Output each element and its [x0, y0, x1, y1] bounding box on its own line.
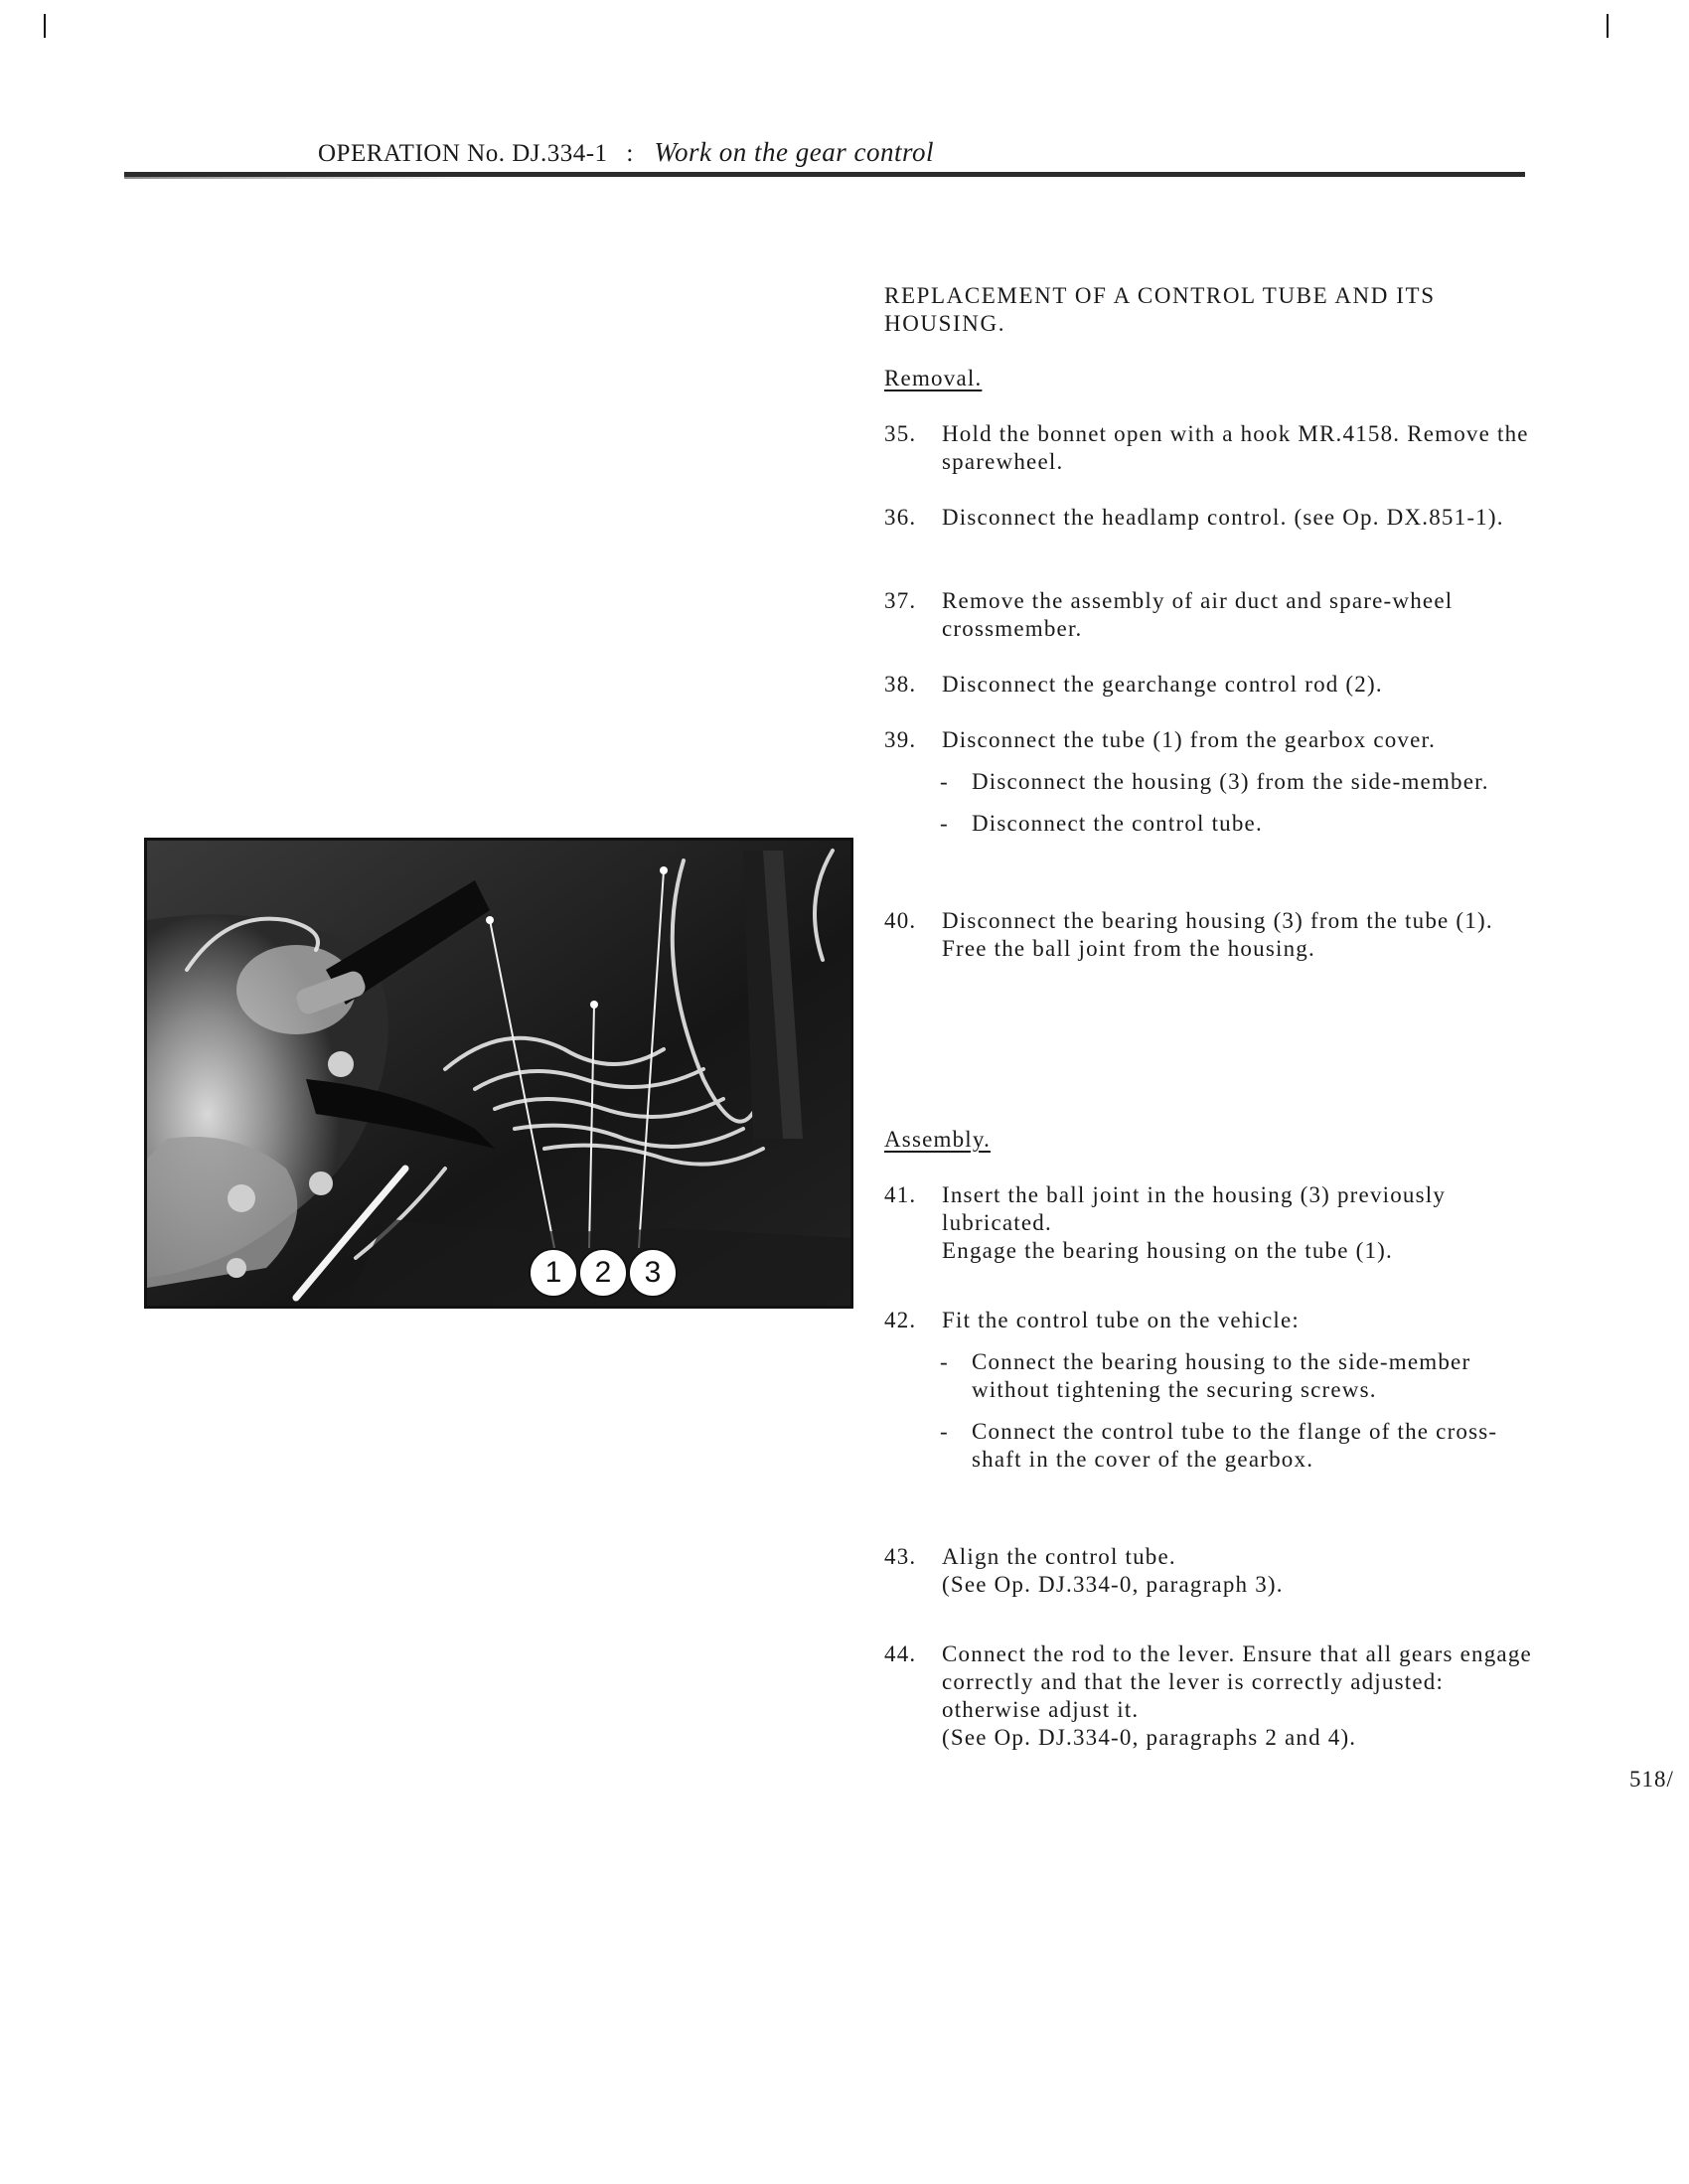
- callout-label: 2: [594, 1256, 612, 1289]
- sub-step-text: Disconnect the control tube.: [972, 811, 1263, 836]
- sub-step: [940, 768, 1540, 796]
- assembly-heading: Assembly.: [884, 1127, 992, 1152]
- step-number: 41.: [884, 1182, 917, 1207]
- step-39: [884, 726, 1540, 838]
- step-text: Disconnect the headlamp control. (see Op. DX.851-1).: [942, 505, 1504, 530]
- step-text: Connect the rod to the lever. Ensure that all gears engage correctly and that the lever is correctly adjusted: otherwise adjust it.: [942, 1641, 1532, 1722]
- step-text-extra: (See Op. DJ.334-0, paragraph 3).: [942, 1572, 1284, 1597]
- step-text-extra: Free the ball joint from the housing.: [942, 936, 1315, 961]
- callout-3: [628, 1248, 678, 1298]
- step-body: [942, 1640, 1540, 1752]
- step-text-extra: (See Op. DJ.334-0, paragraphs 2 and 4).: [942, 1725, 1357, 1750]
- step-number: 44.: [884, 1641, 917, 1666]
- step-36: [884, 504, 1540, 532]
- header-subtitle: Work on the gear control: [654, 137, 934, 167]
- step-text: Disconnect the gearchange control rod (2).: [942, 672, 1383, 697]
- step-text: Align the control tube.: [942, 1544, 1176, 1569]
- step-42: [884, 1307, 1540, 1474]
- step-number: 40.: [884, 908, 917, 933]
- callout-1: [529, 1248, 578, 1298]
- sub-step-text: Connect the bearing housing to the side-member without tightening the securing screws.: [972, 1349, 1471, 1402]
- dash-mark: -: [940, 1349, 949, 1374]
- step-35: [884, 420, 1540, 476]
- edge-mark-right: [1607, 14, 1609, 38]
- dash-mark: -: [940, 769, 949, 794]
- sub-step: [940, 1418, 1540, 1474]
- section-title: REPLACEMENT OF A CONTROL TUBE AND ITS HOUSING.: [884, 283, 1436, 336]
- operation-number: OPERATION No. DJ.334-1: [318, 140, 608, 167]
- step-38: [884, 671, 1540, 699]
- step-44: [884, 1640, 1540, 1752]
- sub-step: [940, 1348, 1540, 1404]
- step-number: 36.: [884, 505, 917, 530]
- step-41: [884, 1181, 1540, 1265]
- step-text: Hold the bonnet open with a hook MR.4158. Remove the sparewheel.: [942, 421, 1529, 474]
- step-text: Insert the ball joint in the housing (3) previously lubricated.: [942, 1182, 1447, 1235]
- dash-mark: -: [940, 1419, 949, 1444]
- callout-2: [578, 1248, 628, 1298]
- step-number: 37.: [884, 588, 917, 613]
- step-body: [942, 1543, 1540, 1599]
- edge-mark-left: [44, 14, 46, 38]
- step-text: Disconnect the tube (1) from the gearbox cover.: [942, 727, 1437, 752]
- sub-step-text: Disconnect the housing (3) from the side-member.: [972, 769, 1489, 794]
- dash-mark: -: [940, 811, 949, 836]
- page-header: [318, 137, 934, 168]
- step-text: Remove the assembly of air duct and spare-wheel crossmember.: [942, 588, 1454, 641]
- step-number: 38.: [884, 672, 917, 697]
- step-43: [884, 1543, 1540, 1599]
- removal-heading: Removal.: [884, 366, 983, 390]
- engine-photo: [144, 838, 853, 1309]
- step-text-extra: Engage the bearing housing on the tube (1).: [942, 1238, 1393, 1263]
- step-text: Fit the control tube on the vehicle:: [942, 1308, 1301, 1332]
- header-rule-shadow: [124, 177, 482, 179]
- callout-label: 3: [644, 1256, 662, 1289]
- step-body: [942, 1181, 1540, 1265]
- sub-step-text: Connect the control tube to the flange of the cross-shaft in the cover of the gearbox.: [972, 1419, 1498, 1472]
- callout-label: 1: [544, 1256, 562, 1289]
- step-text: Disconnect the bearing housing (3) from the tube (1).: [942, 908, 1493, 933]
- engine-photo-illustration: [147, 841, 850, 1306]
- step-37: [884, 587, 1540, 643]
- step-number: 35.: [884, 421, 917, 446]
- step-40: [884, 907, 1540, 963]
- page-number: 518/: [1629, 1767, 1674, 1792]
- sub-step: [940, 810, 1540, 838]
- step-number: 39.: [884, 727, 917, 752]
- step-body: [942, 907, 1540, 963]
- step-number: 42.: [884, 1308, 917, 1332]
- header-separator: :: [626, 140, 634, 167]
- step-number: 43.: [884, 1544, 917, 1569]
